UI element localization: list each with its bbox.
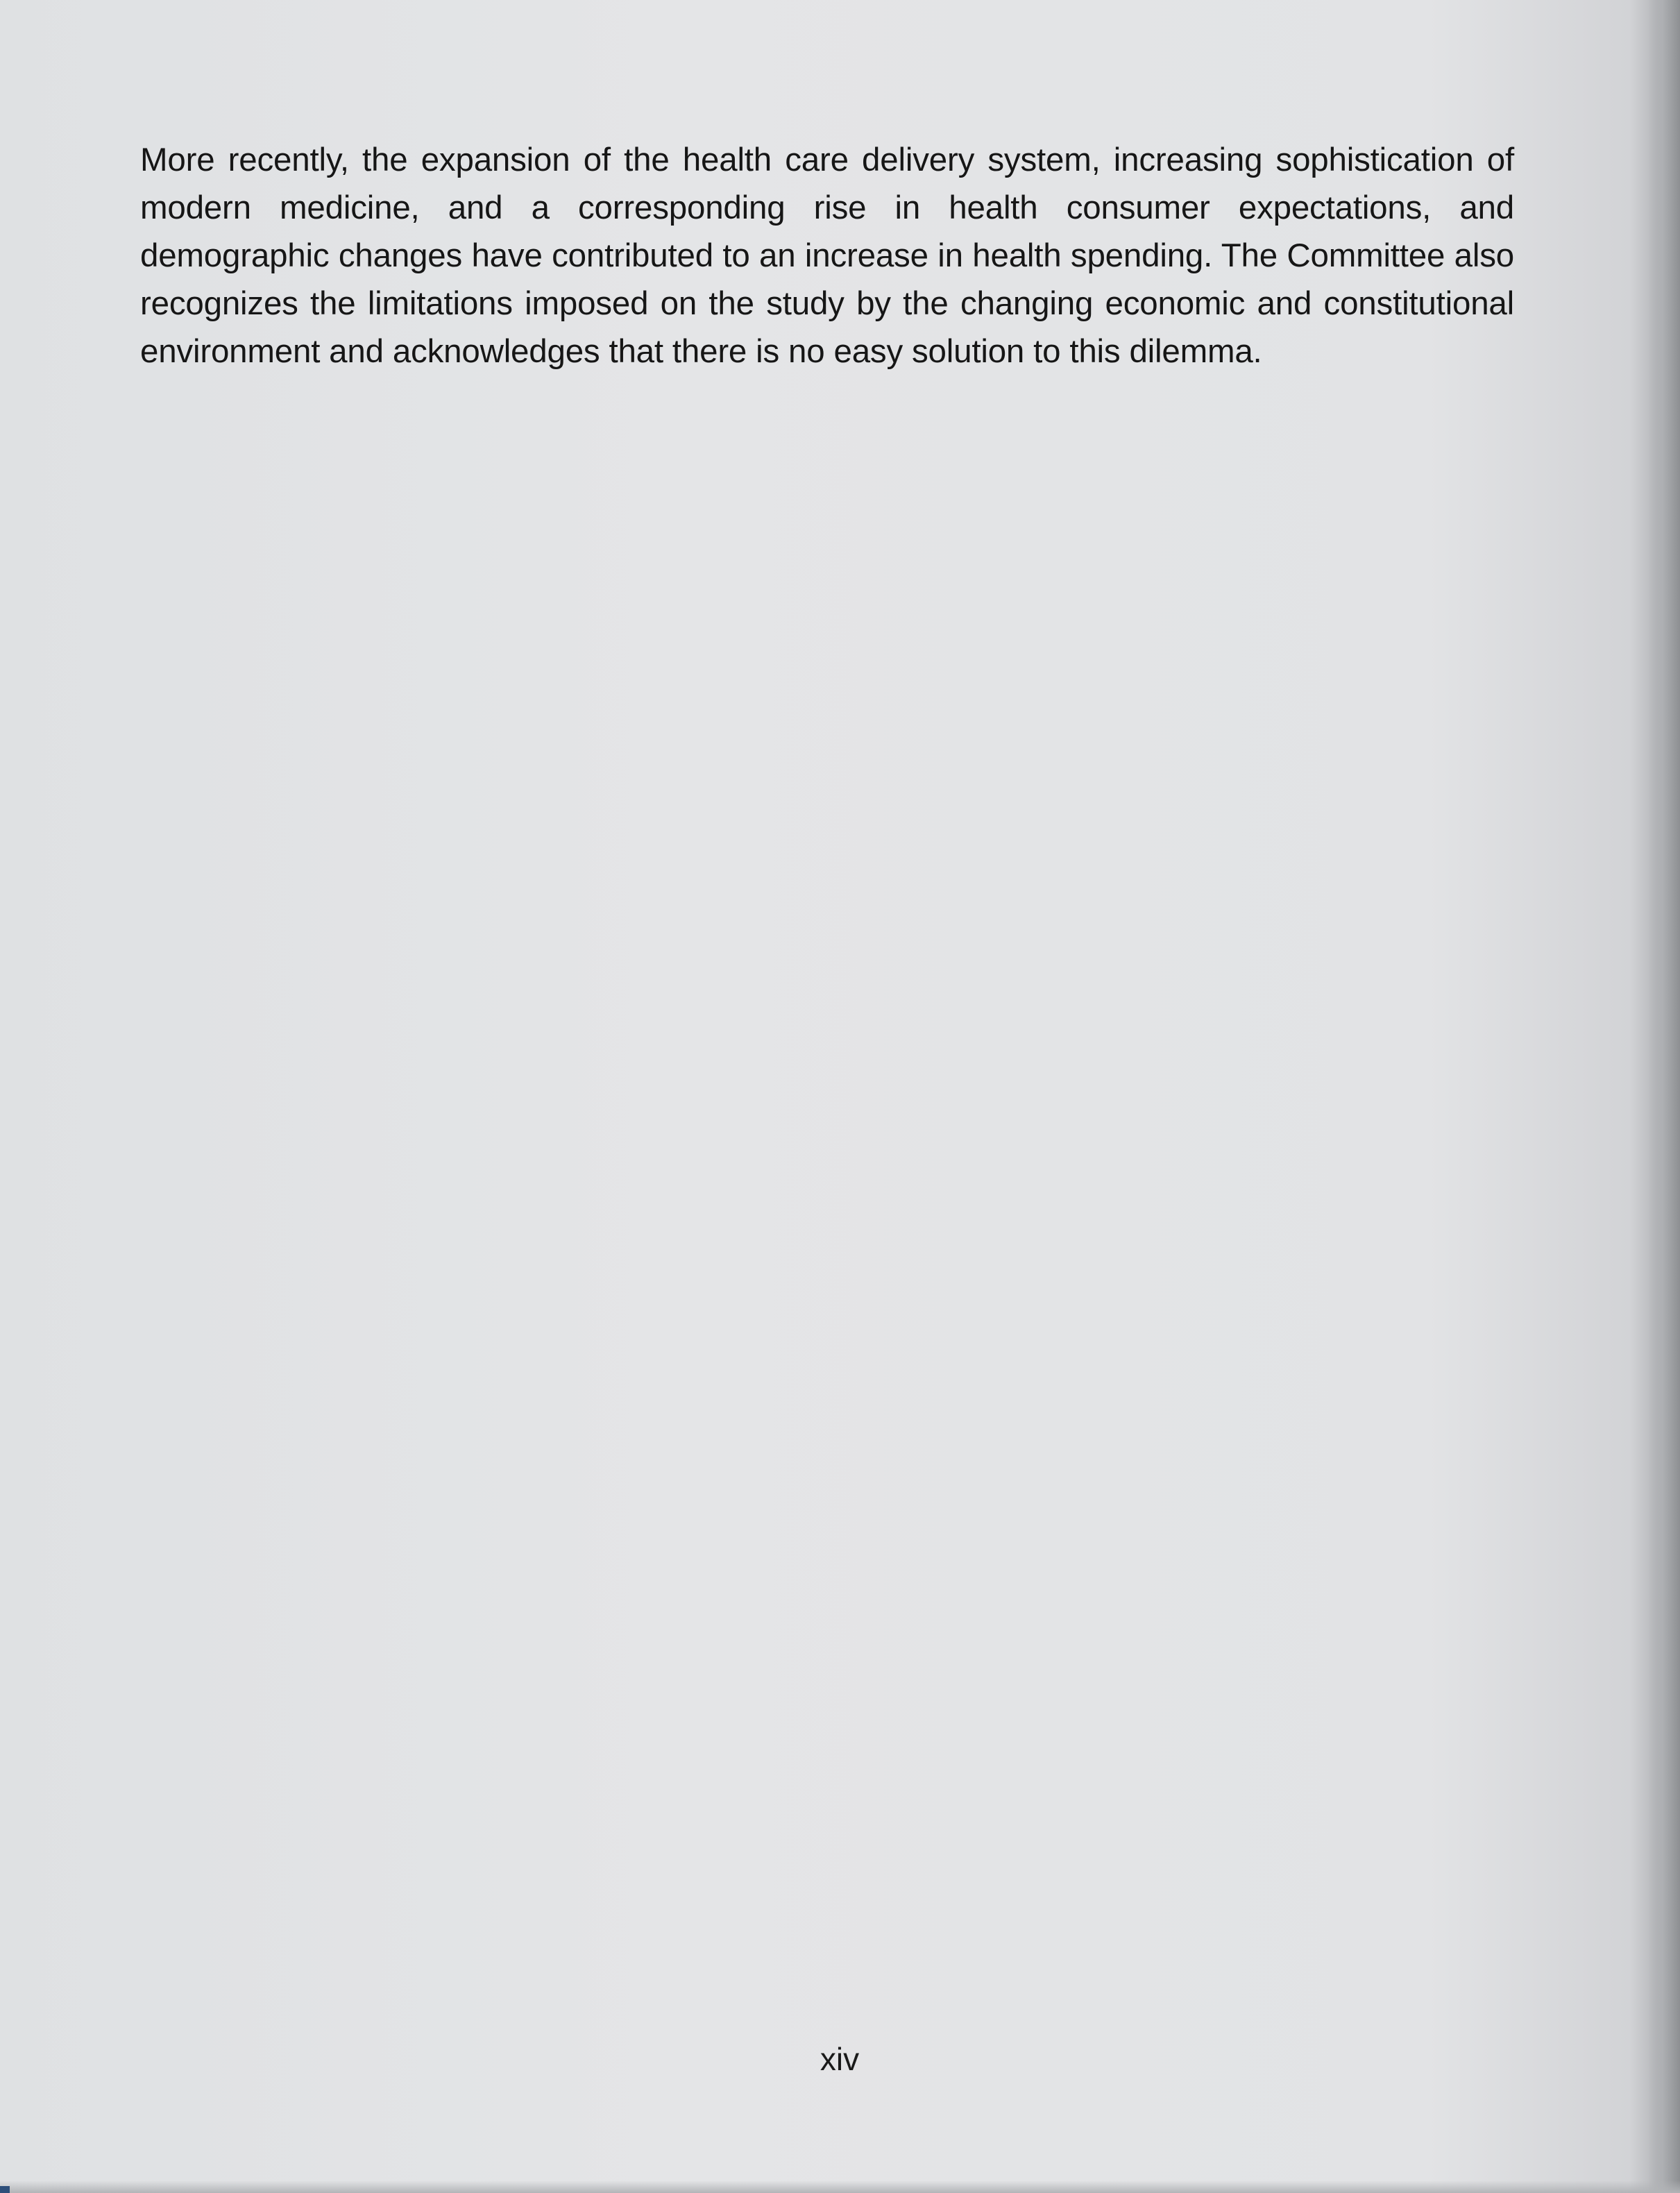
page-bottom-edge-shadow: [0, 2181, 1680, 2193]
corner-mark: [0, 2186, 10, 2193]
show-through-text: [139, 125, 1520, 1971]
page-number: xiv: [820, 2041, 860, 2077]
body-paragraph: More recently, the expansion of the health care delivery system, increasing sophistication of modern medicine, and a corresponding rise in health consumer expectations, and demographic changes have contributed to an increase in health spending. The Committee also recognizes the limitations imposed on the study by the changing economic and constitutional environment and acknowledges that there is no easy solution to this dilemma.: [140, 142, 1514, 370]
page-right-edge-shadow: [1648, 0, 1680, 2193]
